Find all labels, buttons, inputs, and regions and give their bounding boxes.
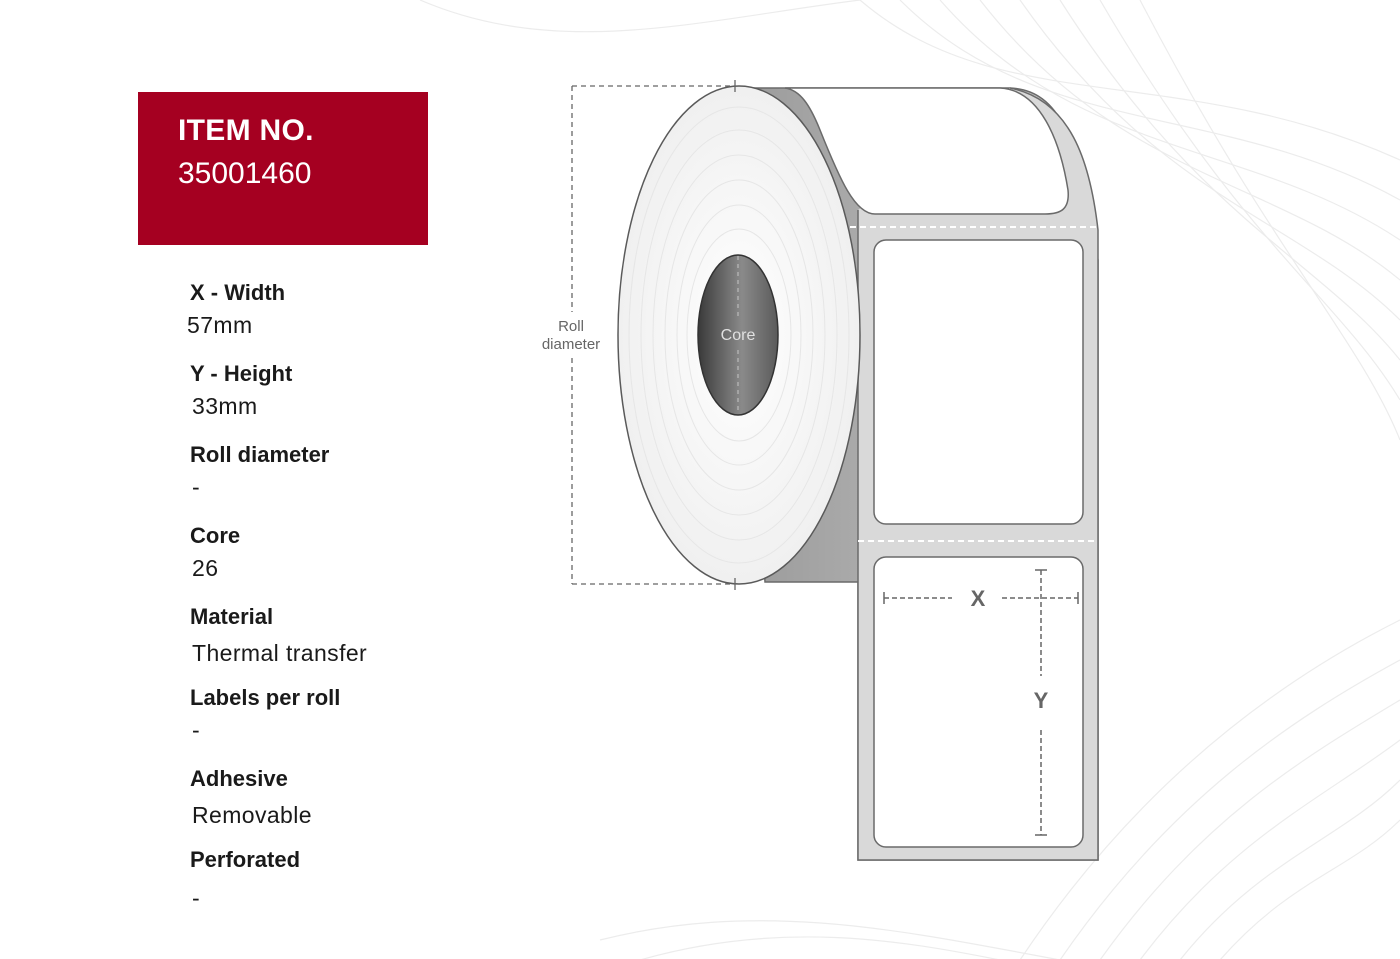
spec-value: - (192, 474, 201, 500)
core-label: Core (720, 327, 756, 344)
spec-label: Y - Height (190, 361, 293, 386)
spec-label: Core (190, 523, 241, 548)
spec-value: 57mm (187, 312, 253, 338)
item-number-box (138, 92, 428, 245)
spec-value: - (192, 885, 201, 911)
spec-value: 33mm (192, 393, 258, 419)
spec-label: Material (190, 604, 274, 629)
spec-labels-per-roll (190, 684, 510, 744)
spec-roll-diameter (190, 441, 510, 501)
spec-label: Adhesive (190, 766, 288, 791)
spec-adhesive (190, 765, 510, 829)
spec-perforated (190, 846, 510, 912)
item-label: ITEM NO. (178, 114, 314, 147)
spec-width (187, 279, 510, 339)
roll-diameter-label-line2: diameter (541, 336, 601, 353)
spec-label: Labels per roll (190, 685, 341, 710)
spec-label: Perforated (190, 847, 301, 872)
x-label: X (970, 586, 986, 611)
label-roll-diagram (520, 60, 1140, 890)
spec-label: X - Width (190, 280, 286, 305)
y-label: Y (1033, 688, 1049, 713)
label-middle (874, 240, 1083, 524)
spec-value: 26 (192, 555, 219, 581)
spec-material (190, 603, 510, 667)
roll-diameter-label-line1: Roll (558, 318, 584, 335)
spec-value: Thermal transfer (192, 640, 368, 666)
spec-value: Removable (192, 802, 312, 828)
item-number: 35001460 (178, 157, 312, 190)
spec-label: Roll diameter (190, 442, 330, 467)
spec-height (190, 360, 510, 420)
spec-value: - (192, 717, 201, 743)
spec-core (190, 522, 510, 582)
